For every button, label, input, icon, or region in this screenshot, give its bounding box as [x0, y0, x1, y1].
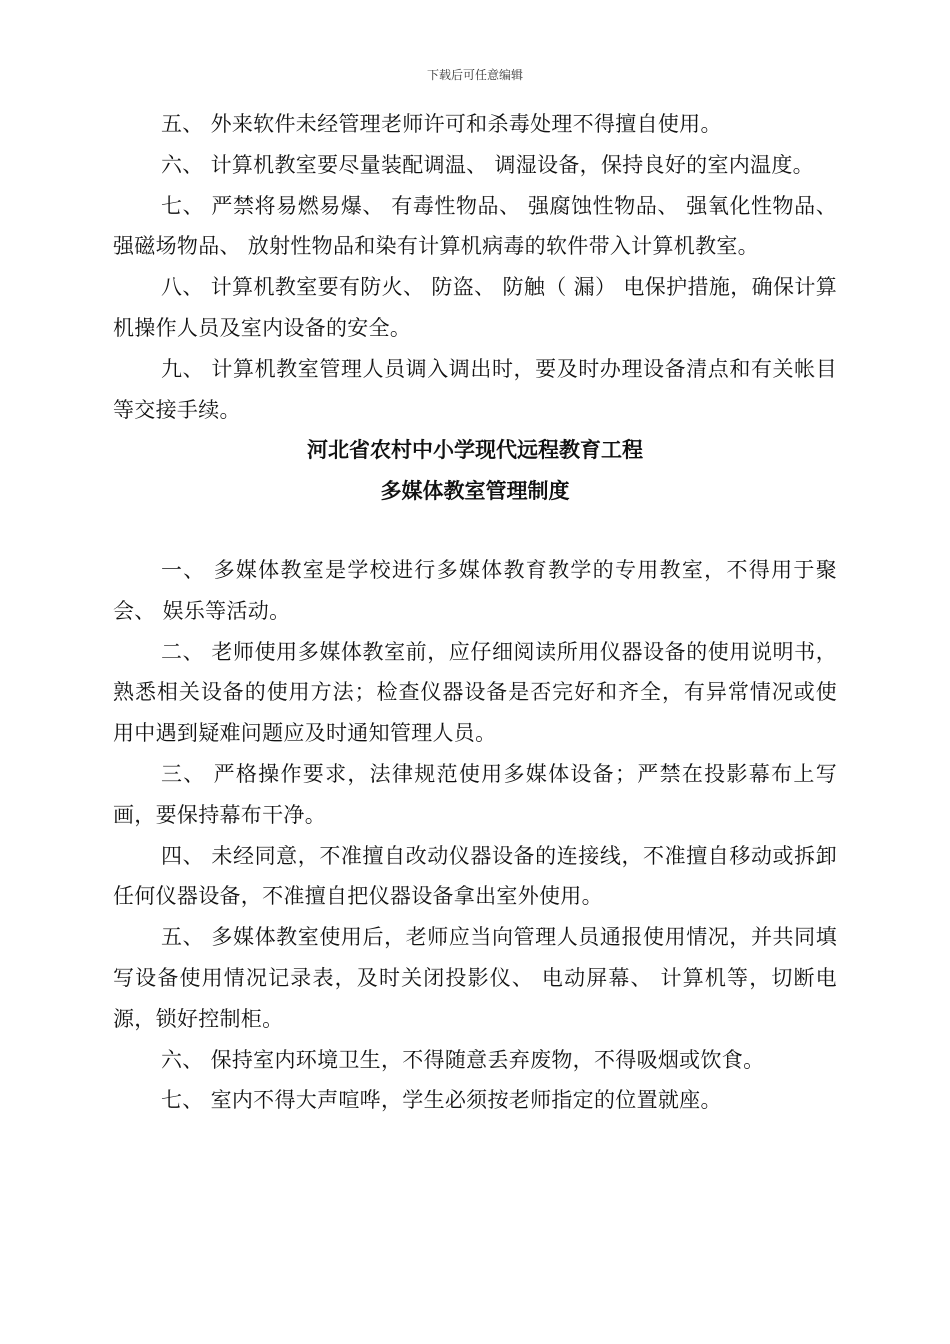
rule-item: 七、 严禁将易燃易爆、 有毒性物品、 强腐蚀性物品、 强氧化性物品、 强磁场物品、 放射性物品和染有计算机病毒的软件带入计算机教室。: [113, 193, 837, 259]
rule-item: 一、 多媒体教室是学校进行多媒体教育教学的专用教室，不得用于聚会、 娱乐等活动。: [113, 557, 837, 623]
document-body: [113, 104, 837, 1121]
rule-item: 三、 严格操作要求，法律规范使用多媒体设备；严禁在投影幕布上写画，要保持幕布干净。: [113, 761, 837, 827]
rule-item: 七、 室内不得大声喧哗，学生必须按老师指定的位置就座。: [161, 1088, 722, 1113]
rule-item: 八、 计算机教室要有防火、 防盗、 防触（ 漏） 电保护措施，确保计算机操作人员及室内设备的安全。: [113, 275, 837, 340]
rule-item: 六、 计算机教室要尽量装配调温、 调湿设备，保持良好的室内温度。: [161, 152, 814, 177]
rule-item: 九、 计算机教室管理人员调入调出时，要及时办理设备清点和有关帐目等交接手续。: [113, 356, 837, 422]
rule-item: 五、 多媒体教室使用后，老师应当向管理人员通报使用情况，并共同填写设备使用情况记录表，及时关闭投影仪、 电动屏幕、 计算机等，切断电源，锁好控制柜。: [113, 925, 837, 1031]
rule-item: 二、 老师使用多媒体教室前，应仔细阅读所用仪器设备的使用说明书，熟悉相关设备的使用方法；检查仪器设备是否完好和齐全，有异常情况或使用中遇到疑难问题应及时通知管理人员。: [113, 639, 837, 746]
rule-item: 六、 保持室内环境卫生，不得随意丢弃废物，不得吸烟或饮食。: [161, 1047, 765, 1072]
page-header: 下载后可任意编辑: [426, 68, 523, 82]
section-title-line1: 河北省农村中小学现代远程教育工程: [307, 438, 643, 463]
title-spacer: [113, 512, 837, 550]
rule-item: 四、 未经同意，不准擅自改动仪器设备的连接线，不准擅自移动或拆卸任何仪器设备，不准擅自把仪器设备拿出室外使用。: [113, 843, 837, 909]
section-title-line2: 多媒体教室管理制度: [380, 479, 570, 504]
rule-item: 五、 外来软件未经管理老师许可和杀毒处理不得擅自使用。: [161, 112, 722, 136]
